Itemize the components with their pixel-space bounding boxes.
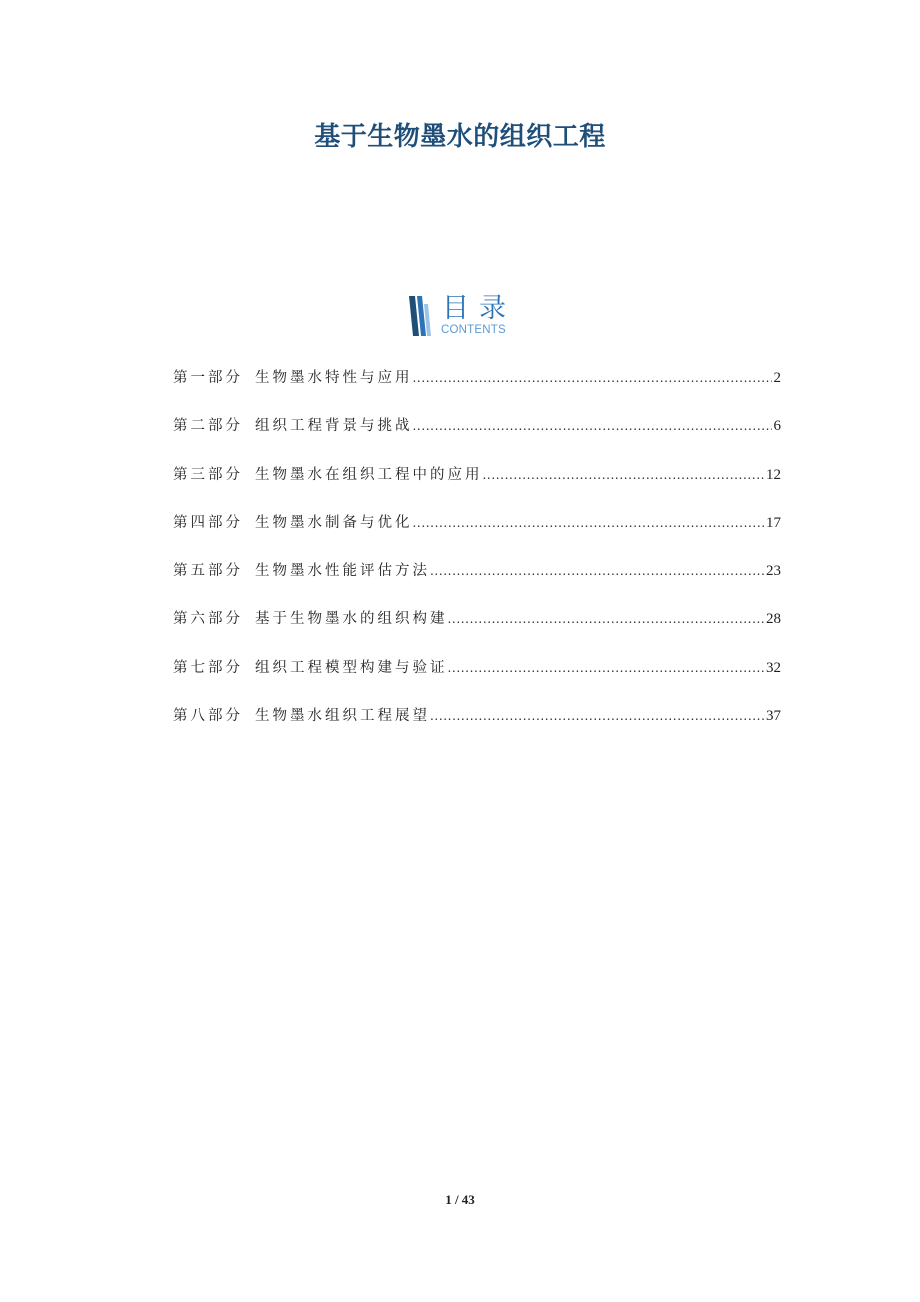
- toc-header: [408, 293, 528, 340]
- toc-entry[interactable]: [173, 607, 781, 655]
- toc-entry-title: 生物墨水性能评估方法: [255, 563, 430, 580]
- toc-dot-leader: [448, 661, 765, 675]
- toc-entry-page: 12: [766, 466, 781, 483]
- toc-entry-title: 生物墨水制备与优化: [255, 514, 413, 531]
- toc-entry-page: 2: [773, 370, 781, 386]
- toc-dot-leader: [430, 709, 764, 723]
- toc-entry[interactable]: [173, 414, 781, 462]
- toc-stripes-icon: [408, 296, 432, 336]
- toc-entry-title: 组织工程背景与挑战: [255, 418, 413, 435]
- toc-entry-part: 第四部分: [173, 514, 243, 531]
- toc-entry-page: 6: [773, 418, 781, 435]
- toc-entry-title: 生物墨水组织工程展望: [255, 708, 430, 725]
- toc-entry[interactable]: [173, 704, 781, 752]
- toc-entry-title: 组织工程模型构建与验证: [255, 659, 448, 676]
- toc-entry[interactable]: [173, 511, 781, 559]
- toc-entry[interactable]: [173, 559, 781, 607]
- toc-entry[interactable]: [173, 656, 781, 704]
- toc-dot-leader: [430, 564, 764, 578]
- toc-entry-part: 第二部分: [173, 418, 243, 435]
- toc-subheading: CONTENTS: [441, 324, 506, 336]
- toc-entry-part: 第三部分: [173, 466, 243, 483]
- toc-dot-leader: [413, 371, 772, 385]
- toc-entry-title: 基于生物墨水的组织构建: [255, 611, 448, 628]
- toc-entry-part: 第六部分: [173, 611, 243, 628]
- toc-dot-leader: [413, 516, 765, 530]
- toc-entry-title: 生物墨水在组织工程中的应用: [255, 466, 483, 483]
- toc-entry[interactable]: [173, 463, 781, 511]
- toc-entry-page: 37: [766, 708, 781, 725]
- toc-entry-page: 17: [766, 514, 781, 531]
- page-number: 1 / 43: [445, 1192, 475, 1207]
- toc-entry-part: 第一部分: [173, 370, 243, 386]
- toc-entry-part: 第八部分: [173, 708, 243, 725]
- toc-entry-page: 23: [766, 563, 781, 580]
- toc-entry-part: 第七部分: [173, 659, 243, 676]
- table-of-contents: [173, 366, 781, 752]
- toc-dot-leader: [413, 419, 772, 433]
- toc-heading: 目录: [442, 293, 516, 324]
- toc-dot-leader: [483, 468, 765, 482]
- toc-entry-part: 第五部分: [173, 563, 243, 580]
- toc-dot-leader: [448, 612, 765, 626]
- toc-entry-title: 生物墨水特性与应用: [255, 370, 413, 386]
- toc-entry[interactable]: [173, 366, 781, 414]
- document-title: 基于生物墨水的组织工程: [314, 122, 606, 152]
- toc-entry-page: 32: [766, 659, 781, 676]
- toc-entry-page: 28: [766, 611, 781, 628]
